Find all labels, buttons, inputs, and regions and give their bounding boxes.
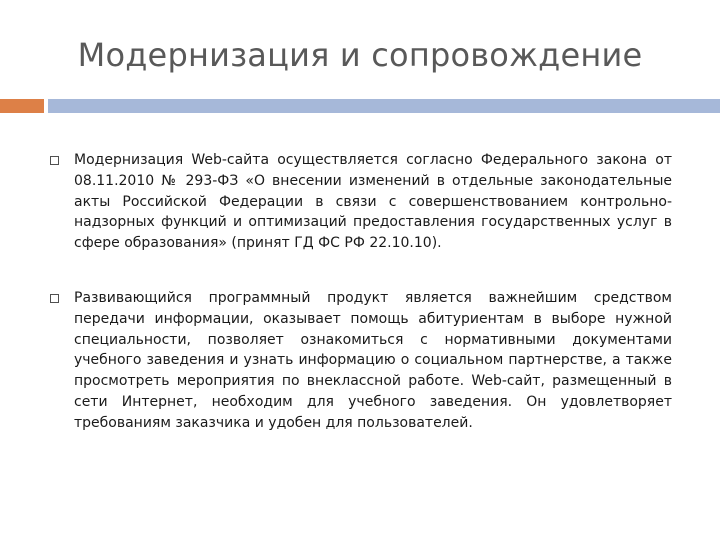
bullet-item-product [50,288,672,434]
title-divider-bar [48,99,720,113]
square-bullet-icon [50,156,59,165]
square-bullet-icon [50,294,59,303]
bullet-text: Развивающийся программный продукт является важнейшим средством передачи информации, оказывает помощь абитуриентам в выборе нужной специальности, позволяет ознакомиться с нормативными документами учебного заведения и узнать информацию о социальном партнерстве, а также просмотреть мероприятия по внеклассной работе. Web-сайт, размещенный в сети Интернет, необходим для учебного заведения. Он удовлетворяет требованиям заказчика и удобен для пользователей. [74,289,672,431]
bullet-text: Модернизация Web-сайта осуществляется согласно Федерального закона от 08.11.2010 № 293-ФЗ «О внесении изменений в отдельные законодательные акты Российской Федерации в связи с совершенствованием контрольно-надзорных функций и оптимизаций предоставления государственных услуг в сфере образования» (принят ГД ФС РФ 22.10.10). [74,152,672,252]
slide-title: Модернизация и сопровождение [77,36,643,74]
bullet-item-modernization [50,150,672,254]
title-accent-bar [0,99,44,113]
bullet-list [50,150,672,434]
